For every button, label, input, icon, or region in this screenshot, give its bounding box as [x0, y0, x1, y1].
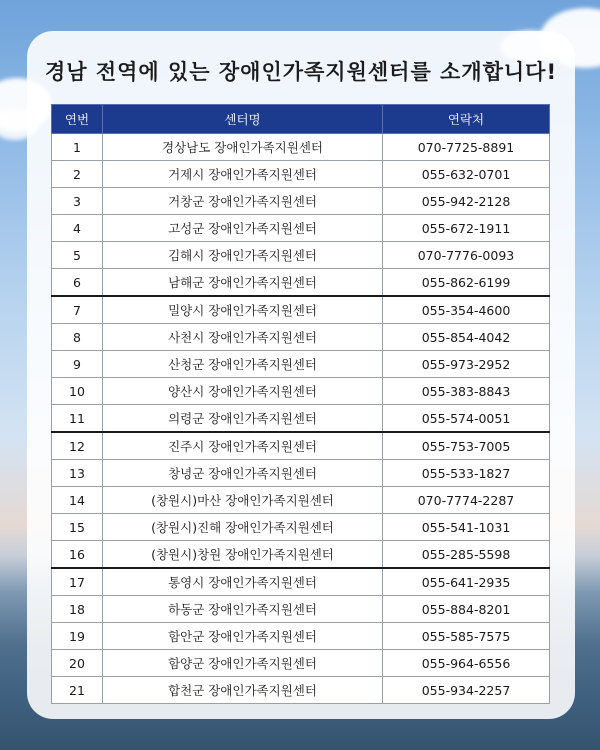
center-name-cell: (창원시)마산 장애인가족지원센터 [103, 487, 383, 514]
phone-cell: 055-884-8201 [383, 596, 550, 623]
table-row [52, 650, 550, 677]
phone-cell: 070-7776-0093 [383, 242, 550, 269]
center-name-cell: 산청군 장애인가족지원센터 [103, 351, 383, 378]
phone-cell: 055-383-8843 [383, 378, 550, 405]
table-row [52, 568, 550, 596]
phone-cell: 055-632-0701 [383, 161, 550, 188]
center-name-cell: 거창군 장애인가족지원센터 [103, 188, 383, 215]
center-name-cell: 거제시 장애인가족지원센터 [103, 161, 383, 188]
phone-cell: 055-942-2128 [383, 188, 550, 215]
table-row [52, 324, 550, 351]
phone-cell: 055-641-2935 [383, 568, 550, 596]
row-number-cell: 4 [52, 215, 103, 242]
table-header-row [52, 105, 550, 134]
phone-cell: 055-934-2257 [383, 677, 550, 704]
row-number-cell: 7 [52, 296, 103, 324]
row-number-cell: 20 [52, 650, 103, 677]
phone-cell: 055-854-4042 [383, 324, 550, 351]
row-number-cell: 5 [52, 242, 103, 269]
row-number-cell: 13 [52, 460, 103, 487]
row-number-cell: 9 [52, 351, 103, 378]
row-number-cell: 15 [52, 514, 103, 541]
phone-cell: 055-533-1827 [383, 460, 550, 487]
center-name-cell: 양산시 장애인가족지원센터 [103, 378, 383, 405]
phone-cell: 055-973-2952 [383, 351, 550, 378]
phone-cell: 055-753-7005 [383, 432, 550, 460]
row-number-cell: 17 [52, 568, 103, 596]
center-name-cell: 하동군 장애인가족지원센터 [103, 596, 383, 623]
row-number-cell: 16 [52, 541, 103, 569]
row-number-cell: 6 [52, 269, 103, 297]
table-row [52, 487, 550, 514]
phone-cell: 070-7774-2287 [383, 487, 550, 514]
table-row [52, 623, 550, 650]
row-number-cell: 21 [52, 677, 103, 704]
row-number-cell: 2 [52, 161, 103, 188]
center-name-cell: 사천시 장애인가족지원센터 [103, 324, 383, 351]
row-number-cell: 3 [52, 188, 103, 215]
row-number-cell: 10 [52, 378, 103, 405]
center-name-cell: 남해군 장애인가족지원센터 [103, 269, 383, 297]
table-row [52, 296, 550, 324]
table-row [52, 596, 550, 623]
phone-cell: 055-574-0051 [383, 405, 550, 433]
table-row [52, 242, 550, 269]
center-name-cell: 창녕군 장애인가족지원센터 [103, 460, 383, 487]
center-name-cell: 합천군 장애인가족지원센터 [103, 677, 383, 704]
center-name-cell: (창원시)창원 장애인가족지원센터 [103, 541, 383, 569]
table-row [52, 351, 550, 378]
page-title: 경남 전역에 있는 장애인가족지원센터를 소개합니다! [44, 60, 558, 84]
table-row [52, 161, 550, 188]
center-name-cell: 함안군 장애인가족지원센터 [103, 623, 383, 650]
row-number-cell: 18 [52, 596, 103, 623]
phone-cell: 055-541-1031 [383, 514, 550, 541]
header-number: 연번 [52, 105, 103, 134]
table-row [52, 541, 550, 569]
center-name-cell: 고성군 장애인가족지원센터 [103, 215, 383, 242]
phone-cell: 055-964-6556 [383, 650, 550, 677]
table-row [52, 432, 550, 460]
row-number-cell: 14 [52, 487, 103, 514]
row-number-cell: 19 [52, 623, 103, 650]
table-row [52, 514, 550, 541]
centers-table [51, 104, 550, 704]
table-row [52, 405, 550, 433]
center-name-cell: 밀양시 장애인가족지원센터 [103, 296, 383, 324]
header-center-name: 센터명 [103, 105, 383, 134]
table-row [52, 378, 550, 405]
table-row [52, 215, 550, 242]
center-name-cell: 진주시 장애인가족지원센터 [103, 432, 383, 460]
center-name-cell: (창원시)진해 장애인가족지원센터 [103, 514, 383, 541]
center-name-cell: 함양군 장애인가족지원센터 [103, 650, 383, 677]
table-body [52, 134, 550, 704]
phone-cell: 070-7725-8891 [383, 134, 550, 161]
center-name-cell: 통영시 장애인가족지원센터 [103, 568, 383, 596]
center-name-cell: 경상남도 장애인가족지원센터 [103, 134, 383, 161]
header-contact: 연락처 [383, 105, 550, 134]
phone-cell: 055-354-4600 [383, 296, 550, 324]
row-number-cell: 12 [52, 432, 103, 460]
table-row [52, 677, 550, 704]
row-number-cell: 8 [52, 324, 103, 351]
row-number-cell: 1 [52, 134, 103, 161]
table-row [52, 134, 550, 161]
table-row [52, 188, 550, 215]
center-name-cell: 김해시 장애인가족지원센터 [103, 242, 383, 269]
row-number-cell: 11 [52, 405, 103, 433]
center-name-cell: 의령군 장애인가족지원센터 [103, 405, 383, 433]
phone-cell: 055-862-6199 [383, 269, 550, 297]
phone-cell: 055-285-5598 [383, 541, 550, 569]
table-row [52, 460, 550, 487]
phone-cell: 055-585-7575 [383, 623, 550, 650]
table-row [52, 269, 550, 297]
phone-cell: 055-672-1911 [383, 215, 550, 242]
